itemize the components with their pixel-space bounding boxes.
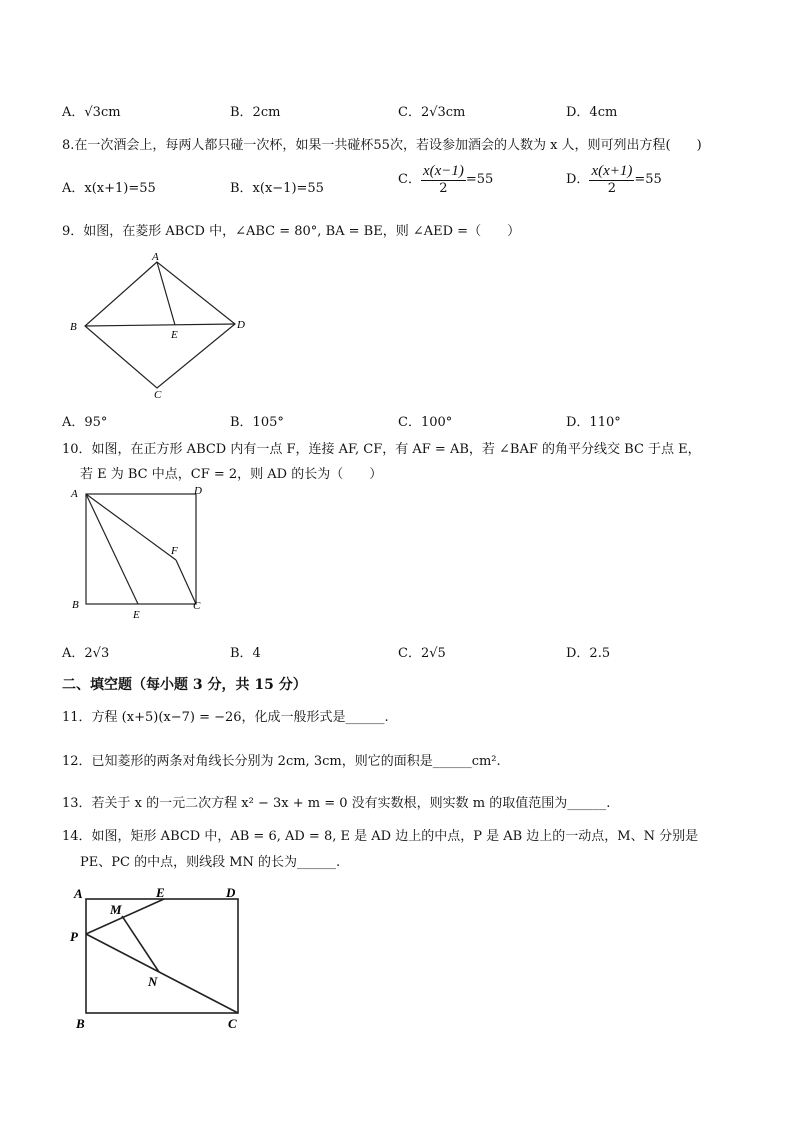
q8-option-d-numerator: x(x+1)	[591, 163, 633, 179]
q11-stem: 11．方程 (x+5)(x−7) = −26，化成一般形式是______.	[62, 710, 389, 725]
q8-option-c: C． $\frac{x(x-1)}{2}$ =55	[398, 163, 494, 196]
q8-option-c-denominator: 2	[439, 181, 448, 196]
q9-label-c: C	[154, 389, 162, 400]
q8-option-b: B．x(x−1)=55	[230, 181, 324, 196]
q8-stem: 8.在一次酒会上，每两人都只碰一次杯，如果一共碰杯55次，若设参加酒会的人数为 x 人，则可列出方程( )	[62, 138, 702, 153]
q9-option-c: C．100°	[398, 415, 453, 430]
q10-option-a: A．2√3	[62, 646, 110, 661]
q13-stem: 13．若关于 x 的一元二次方程 x² − 3x + m = 0 没有实数根，则实数 m 的取值范围为______.	[62, 796, 611, 811]
q14-segment-pc	[86, 934, 238, 1013]
q9-diagonal-bd	[85, 324, 235, 326]
q10-option-b: B．4	[230, 646, 261, 661]
q8-option-d: D． $\frac{x(x+1)}{2}$ =55	[566, 163, 662, 196]
q8-option-a: A．x(x+1)=55	[62, 181, 156, 196]
q14-stem-line2: PE、PC 的中点，则线段 MN 的长为______.	[80, 855, 341, 870]
q12-stem: 12．已知菱形的两条对角线长分别为 2cm, 3cm，则它的面积是______cm².	[62, 754, 501, 769]
q14-segment-mn	[122, 916, 159, 972]
q14-label-c: C	[228, 1016, 237, 1031]
q10-label-d: D	[194, 485, 202, 497]
q9-option-b: B．105°	[230, 415, 284, 430]
q10-label-c: C	[193, 600, 201, 612]
q14-label-b: B	[76, 1016, 85, 1031]
q7-option-a: A．√3cm	[62, 105, 121, 120]
q14-label-d: D	[226, 885, 236, 900]
q8-option-d-rhs: =55	[634, 172, 662, 187]
q14-stem-line1: 14．如图，矩形 ABCD 中，AB = 6, AD = 8, E 是 AD 边上的中点，P 是 AB 边上的一动点，M、N 分别是	[62, 829, 699, 844]
q10-label-f: F	[171, 545, 178, 557]
q9-label-d: D	[237, 319, 245, 331]
q14-segment-pe	[86, 899, 164, 934]
q8-option-c-rhs: =55	[465, 172, 494, 187]
q8-option-c-numerator: x(x−1)	[422, 163, 464, 179]
q14-label-p: P	[70, 929, 78, 944]
q14-label-m: M	[110, 902, 122, 917]
q14-label-a: A	[74, 886, 83, 901]
q14-rectangle-outline	[86, 899, 238, 1013]
q10-segment-fc	[176, 560, 196, 604]
q9-option-d: D．110°	[566, 415, 621, 430]
q9-rhombus-figure	[60, 250, 260, 400]
q14-label-n: N	[148, 974, 158, 989]
q10-option-d: D．2.5	[566, 646, 611, 661]
q9-segment-ae	[157, 262, 175, 325]
q10-square-outline	[86, 494, 196, 604]
q10-label-a: A	[71, 488, 78, 500]
q10-label-e: E	[133, 609, 140, 621]
q7-option-b: B．2cm	[230, 105, 281, 120]
q7-option-c: C．2√3cm	[398, 105, 466, 120]
q10-stem-line2: 若 E 为 BC 中点，CF = 2，则 AD 的长为（ ）	[80, 467, 383, 482]
q7-option-d: D．4cm	[566, 105, 618, 120]
section-title-fill-in: 二、填空题（每小题 3 分，共 15 分）	[62, 677, 307, 693]
q9-label-e: E	[171, 329, 178, 341]
q10-option-c: C．2√5	[398, 646, 446, 661]
q10-stem-line1: 10．如图，在正方形 ABCD 内有一点 F，连接 AF, CF，有 AF = AB，若 ∠BAF 的角平分线交 BC 于点 E，	[62, 442, 701, 457]
q14-rectangle-figure	[64, 878, 264, 1038]
q9-stem: 9．如图，在菱形 ABCD 中，∠ABC = 80°, BA = BE，则 ∠AED =（ ）	[62, 224, 521, 239]
q9-label-a: A	[152, 251, 159, 263]
q8-option-d-denominator: 2	[607, 181, 617, 196]
q10-label-b: B	[72, 599, 79, 611]
q10-segment-ae	[86, 494, 138, 604]
q9-option-a: A．95°	[62, 415, 108, 430]
q9-label-b: B	[70, 321, 77, 333]
q10-segment-af	[86, 494, 176, 560]
q14-label-e: E	[156, 885, 165, 900]
q10-square-figure	[66, 484, 216, 622]
